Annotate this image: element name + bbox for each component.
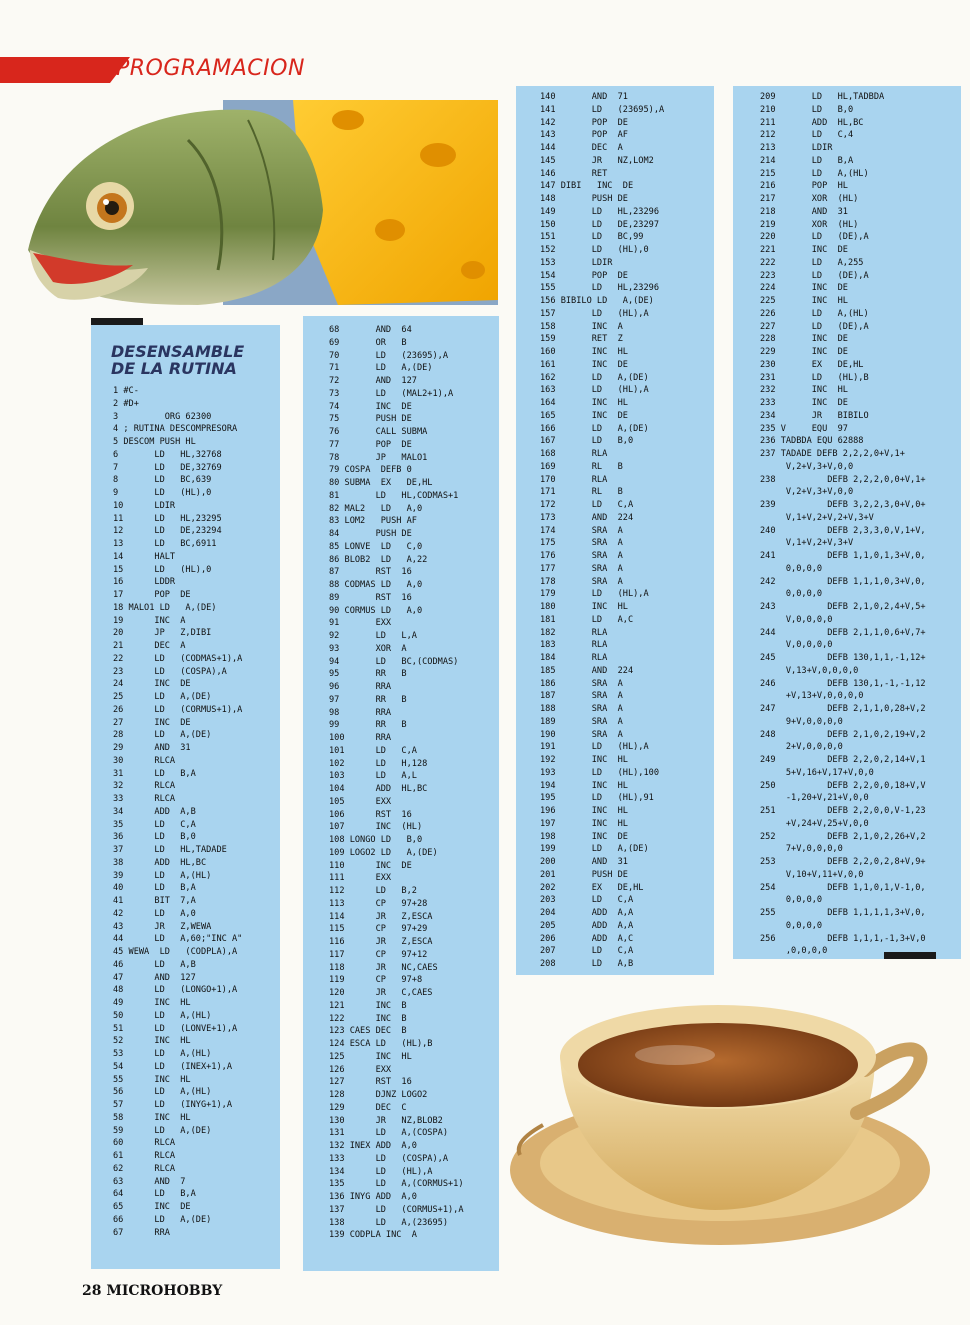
code-line: 161 INC DE [540, 359, 628, 370]
code-line: 248 DEFB 2,1,0,2,19+V,2 [760, 729, 926, 740]
code-line: 0,0,0,0 [760, 563, 823, 574]
code-line: 85 LONVE LD C,0 [329, 541, 423, 552]
code-line: 251 DEFB 2,2,0,0,V-1,23 [760, 806, 926, 816]
code-line: 210 LD B,0 [760, 104, 854, 115]
code-line: 114 JR Z,ESCA [329, 911, 433, 922]
code-line: 215 LD A,(HL) [760, 168, 869, 179]
code-line: 1 #C- [113, 386, 139, 396]
code-line: 42 LD A,0 [113, 908, 196, 919]
code-line: 177 SRA A [540, 563, 623, 574]
code-line: 217 XOR (HL) [760, 194, 859, 204]
code-line: 94 LD BC,(CODMAS) [329, 656, 459, 667]
code-line: 178 SRA A [540, 576, 623, 587]
listing-heading-line1: DESENSAMBLE [111, 342, 245, 361]
code-line: 175 SRA A [540, 538, 623, 549]
code-line: 88 CODMAS LD A,0 [329, 580, 423, 590]
code-line: 7 LD DE,32769 [113, 462, 222, 473]
code-line: 109 LOGO2 LD A,(DE) [329, 847, 438, 858]
code-line: 92 LD L,A [329, 631, 417, 641]
section-bar [0, 57, 110, 83]
code-line: 140 AND 71 [540, 92, 628, 102]
code-line: 219 XOR (HL) [760, 219, 859, 230]
code-line: 24 INC DE [113, 679, 191, 690]
code-line: 121 INC B [329, 1000, 407, 1011]
code-line: 182 RLA [540, 627, 608, 638]
code-line: 22 LD (CODMAS+1),A [113, 653, 243, 664]
code-line: 35 LD C,A [113, 819, 196, 830]
code-line: 57 LD (INYG+1),A [113, 1100, 232, 1110]
code-line: 119 CP 97+8 [329, 975, 423, 986]
code-line: 89 RST 16 [329, 592, 412, 603]
code-line: 17 POP DE [113, 590, 191, 600]
code-line: 195 LD (HL),91 [540, 793, 654, 804]
code-line: 91 EXX [329, 618, 392, 629]
code-line: 220 LD (DE),A [760, 232, 869, 243]
code-line: 156 BIBILO LD A,(DE) [540, 296, 654, 306]
code-line: 187 SRA A [540, 691, 623, 702]
code-line: -1,20+V,21+V,0,0 [760, 793, 869, 804]
code-line: 125 INC HL [329, 1051, 412, 1062]
code-line: 244 DEFB 2,1,1,0,6+V,7+ [760, 627, 926, 638]
code-line: 75 PUSH DE [329, 414, 412, 425]
code-line: 108 LONGO LD B,0 [329, 835, 423, 845]
code-line: 74 INC DE [329, 401, 412, 412]
code-line: 152 LD (HL),0 [540, 245, 649, 255]
code-line: 9 LD (HL),0 [113, 488, 212, 498]
code-line: 10 LDIR [113, 500, 176, 511]
listing-column-4 [733, 86, 961, 959]
code-line: V,10+V,11+V,0,0 [760, 869, 864, 880]
code-line: V,2+V,3+V,0,0 [760, 487, 854, 498]
code-line: 13 LD BC,6911 [113, 539, 217, 549]
code-line: 155 LD HL,23296 [540, 283, 659, 294]
code-line: 23 LD (COSPA),A [113, 666, 227, 677]
code-line: 163 LD (HL),A [540, 385, 649, 396]
code-line: 228 INC DE [760, 334, 848, 345]
code-line: 184 RLA [540, 653, 608, 663]
code-line: 190 SRA A [540, 729, 623, 740]
code-line: 231 LD (HL),B [760, 372, 869, 383]
code-line: 151 LD BC,99 [540, 232, 644, 243]
code-line: 102 LD H,128 [329, 758, 428, 769]
code-line: 117 CP 97+12 [329, 949, 428, 960]
code-line: 123 CAES DEC B [329, 1026, 407, 1037]
code-line: 36 LD B,0 [113, 832, 196, 843]
listing-heading-line2: DE LA RUTINA [111, 359, 237, 378]
code-line: 69 OR B [329, 337, 407, 348]
listing-column-1 [91, 325, 280, 1269]
code-line: 185 AND 224 [540, 665, 634, 676]
code-line: 40 LD B,A [113, 883, 196, 894]
code-line: 48 LD (LONGO+1),A [113, 985, 238, 996]
code-line: 216 POP HL [760, 181, 848, 192]
code-line: 66 LD A,(DE) [113, 1214, 212, 1225]
code-line: 201 PUSH DE [540, 869, 628, 880]
code-line: 81 LD HL,CODMAS+1 [329, 490, 459, 501]
code-line: 211 ADD HL,BC [760, 117, 864, 128]
code-line: 50 LD A,(HL) [113, 1010, 212, 1021]
code-line: 16 LDDR [113, 577, 176, 588]
code-line: 256 DEFB 1,1,1,-1,3+V,0 [760, 933, 926, 944]
code-line: 131 LD A,(COSPA) [329, 1128, 448, 1139]
code-line: 26 LD (CORMUS+1),A [113, 704, 243, 715]
code-line: 53 LD A,(HL) [113, 1049, 212, 1059]
code-line: 30 RLCA [113, 755, 176, 766]
code-line: 106 RST 16 [329, 809, 412, 820]
code-line: V,1+V,2+V,3+V [760, 538, 854, 549]
code-line: 8 LD BC,639 [113, 475, 212, 486]
code-line: 34 ADD A,B [113, 806, 196, 817]
code-line: 180 INC HL [540, 602, 628, 612]
code-line: 20 JP Z,DIBI [113, 628, 212, 639]
code-line: 56 LD A,(HL) [113, 1087, 212, 1098]
code-line: 80 SUBMA EX DE,HL [329, 478, 433, 488]
code-line: 122 INC B [329, 1013, 407, 1024]
code-line: 144 DEC A [540, 143, 623, 153]
code-line: 179 LD (HL),A [540, 589, 649, 600]
code-line: 95 RR B [329, 669, 407, 680]
code-line: 213 LDIR [760, 143, 833, 153]
code-line: +V,24+V,25+V,0,0 [760, 818, 869, 829]
code-line: 183 RLA [540, 640, 608, 651]
code-line: 225 INC HL [760, 296, 848, 306]
code-line: 130 JR NZ,BLOB2 [329, 1115, 443, 1126]
code-line: ,0,0,0,0 [760, 946, 828, 957]
code-line: 238 DEFB 2,2,2,0,0+V,1+ [760, 474, 926, 485]
code-line: 58 INC HL [113, 1112, 191, 1123]
code-line: 93 XOR A [329, 643, 407, 654]
code-line: 82 MAL2 LD A,0 [329, 503, 423, 514]
code-line: 147 DIBI INC DE [540, 181, 634, 192]
code-line: 226 LD A,(HL) [760, 308, 869, 319]
code-line: 207 LD C,A [540, 946, 634, 957]
code-line: 38 ADD HL,BC [113, 857, 207, 868]
code-line: 229 INC DE [760, 347, 848, 357]
code-line: 236 TADBDA EQU 62888 [760, 436, 864, 447]
code-line: 14 HALT [113, 551, 176, 562]
code-line: 52 INC HL [113, 1036, 191, 1047]
code-line: 60 RLCA [113, 1138, 176, 1149]
code-line: 255 DEFB 1,1,1,1,3+V,0, [760, 908, 926, 918]
code-line: 253 DEFB 2,2,0,2,8+V,9+ [760, 857, 926, 867]
code-line: 67 RRA [113, 1227, 170, 1238]
code-line: 243 DEFB 2,1,0,2,4+V,5+ [760, 602, 926, 612]
code-line: 99 RR B [329, 720, 407, 731]
code-line: 176 SRA A [540, 551, 623, 561]
code-line: 111 EXX [329, 873, 392, 884]
tea-cup-illustration [505, 985, 940, 1250]
code-line: 54 LD (INEX+1),A [113, 1061, 232, 1072]
code-line: 115 CP 97+29 [329, 924, 428, 935]
code-line: 197 INC HL [540, 818, 628, 829]
code-line: 136 INYG ADD A,0 [329, 1192, 417, 1202]
code-line: 126 EXX [329, 1064, 392, 1075]
code-line: 158 INC A [540, 321, 623, 332]
code-line: 164 INC HL [540, 398, 628, 408]
code-line: 240 DEFB 2,3,3,0,V,1+V, [760, 525, 926, 536]
code-line: 65 INC DE [113, 1202, 191, 1212]
code-line: 103 LD A,L [329, 771, 417, 782]
code-line: 104 ADD HL,BC [329, 784, 428, 794]
section-title: PROGRAMACION [116, 56, 305, 81]
code-line: 79 COSPA DEFB 0 [329, 465, 412, 476]
code-line: V,2+V,3+V,0,0 [760, 461, 854, 472]
code-line: 230 EX DE,HL [760, 359, 864, 370]
code-line: 189 SRA A [540, 716, 623, 727]
code-line: 223 LD (DE),A [760, 270, 869, 281]
code-line: 242 DEFB 1,1,1,0,3+V,0, [760, 576, 926, 587]
code-line: 186 SRA A [540, 678, 623, 689]
code-line: 214 LD B,A [760, 155, 854, 166]
column-tab [91, 318, 143, 325]
code-line: V,13+V,0,0,0,0 [760, 665, 859, 676]
code-line: 73 LD (MAL2+1),A [329, 388, 454, 399]
code-line: 105 EXX [329, 796, 392, 807]
code-line: 233 INC DE [760, 398, 848, 408]
fish-cheese-illustration [18, 100, 498, 315]
code-line: 2+V,0,0,0,0 [760, 742, 843, 753]
code-line: 133 LD (COSPA),A [329, 1153, 448, 1164]
code-line: 150 LD DE,23297 [540, 219, 659, 230]
code-line: 28 LD A,(DE) [113, 730, 212, 741]
code-line: 51 LD (LONVE+1),A [113, 1023, 238, 1034]
code-line: 96 RRA [329, 682, 392, 692]
code-line: 127 RST 16 [329, 1077, 412, 1088]
code-line: 241 DEFB 1,1,0,1,3+V,0, [760, 551, 926, 561]
code-line: 4 ; RUTINA DESCOMPRESORA [113, 424, 238, 435]
code-line: 191 LD (HL),A [540, 742, 649, 753]
code-line: 25 LD A,(DE) [113, 692, 212, 702]
code-line: 235 V EQU 97 [760, 423, 848, 434]
code-line: 46 LD A,B [113, 959, 196, 970]
listing-column-3 [516, 86, 714, 975]
code-line: 203 LD C,A [540, 895, 634, 906]
code-line: 137 LD (CORMUS+1),A [329, 1204, 464, 1215]
code-line: 44 LD A,60;"INC A" [113, 934, 243, 945]
code-line: 141 LD (23695),A [540, 104, 665, 115]
code-line: 61 RLCA [113, 1151, 176, 1161]
code-line: 12 LD DE,23294 [113, 526, 222, 537]
code-line: 153 LDIR [540, 257, 613, 268]
code-line: 245 DEFB 130,1,1,-1,12+ [760, 653, 926, 663]
code-line: 9+V,0,0,0,0 [760, 716, 843, 727]
code-line: 198 INC DE [540, 831, 628, 842]
code-line: 55 INC HL [113, 1074, 191, 1085]
page-footer: 28 MICROHOBBY [82, 1283, 223, 1299]
code-line: 205 ADD A,A [540, 920, 634, 931]
code-line: 139 CODPLA INC A [329, 1230, 417, 1241]
code-line: 101 LD C,A [329, 745, 417, 756]
code-line: 2 #D+ [113, 398, 139, 409]
code-line: 221 INC DE [760, 245, 848, 255]
code-line: 41 BIT 7,A [113, 896, 196, 906]
code-line: 149 LD HL,23296 [540, 206, 659, 217]
code-line: 193 LD (HL),100 [540, 767, 659, 778]
column-tab [884, 952, 936, 959]
code-line: 174 SRA A [540, 525, 623, 536]
code-line: 47 AND 127 [113, 972, 196, 983]
code-line: 234 JR BIBILO [760, 410, 869, 421]
code-line: 113 CP 97+28 [329, 898, 428, 909]
code-line: 0,0,0,0 [760, 895, 823, 906]
code-line: 208 LD A,B [540, 959, 634, 969]
code-line: 138 LD A,(23695) [329, 1217, 448, 1228]
code-line: 64 LD B,A [113, 1189, 196, 1200]
code-line: 206 ADD A,C [540, 933, 634, 944]
code-line: 142 POP DE [540, 117, 628, 128]
code-line: 0,0,0,0 [760, 589, 823, 600]
code-line: 252 DEFB 2,1,0,2,26+V,2 [760, 831, 926, 842]
code-line: 63 AND 7 [113, 1176, 186, 1187]
code-line: 204 ADD A,A [540, 908, 634, 918]
code-line: 71 LD A,(DE) [329, 363, 433, 374]
code-line: 181 LD A,C [540, 614, 634, 625]
code-line: 212 LD C,4 [760, 130, 854, 141]
code-line: 128 DJNZ LOGO2 [329, 1090, 428, 1100]
code-line: 72 AND 127 [329, 376, 417, 386]
code-line: 237 TADADE DEFB 2,2,2,0+V,1+ [760, 449, 905, 459]
code-line: 166 LD A,(DE) [540, 423, 649, 434]
code-line: 84 PUSH DE [329, 529, 412, 539]
code-line: 83 LOM2 PUSH AF [329, 516, 417, 527]
code-line: 143 POP AF [540, 130, 628, 141]
code-line: 224 INC DE [760, 283, 848, 294]
code-line: 5+V,16+V,17+V,0,0 [760, 767, 874, 778]
code-line: 170 RLA [540, 474, 608, 485]
code-line: 32 RLCA [113, 781, 176, 792]
code-line: 76 CALL SUBMA [329, 427, 428, 437]
code-line: 100 RRA [329, 733, 392, 743]
code-line: 157 LD (HL),A [540, 308, 649, 319]
code-line: 167 LD B,0 [540, 436, 634, 447]
code-line: 107 INC (HL) [329, 822, 423, 833]
code-line: 87 RST 16 [329, 567, 412, 578]
code-line: 250 DEFB 2,2,0,0,18+V,V [760, 780, 926, 791]
code-line: 15 LD (HL),0 [113, 564, 212, 575]
code-line: 39 LD A,(HL) [113, 870, 212, 881]
code-line: 172 LD C,A [540, 500, 634, 510]
code-line: 5 DESCOM PUSH HL [113, 437, 196, 447]
code-line: 11 LD HL,23295 [113, 513, 222, 524]
code-line: 173 AND 224 [540, 512, 634, 523]
code-line: 62 RLCA [113, 1163, 176, 1174]
code-line: 146 RET [540, 168, 608, 179]
code-line: 37 LD HL,TADADE [113, 845, 227, 855]
code-line: 112 LD B,2 [329, 886, 417, 896]
listing-column-2 [303, 316, 499, 1271]
code-line: 135 LD A,(CORMUS+1) [329, 1179, 464, 1190]
code-line: 21 DEC A [113, 641, 186, 651]
code-line: 254 DEFB 1,1,0,1,V-1,0, [760, 882, 926, 893]
code-line: 165 INC DE [540, 410, 628, 421]
code-line: 194 INC HL [540, 780, 628, 791]
code-line: 29 AND 31 [113, 743, 191, 753]
code-line: 247 DEFB 2,1,1,0,28+V,2 [760, 704, 926, 714]
code-line: V,0,0,0,0 [760, 614, 833, 625]
code-line: 7+V,0,0,0,0 [760, 844, 843, 855]
code-line: 239 DEFB 3,2,2,3,0+V,0+ [760, 500, 926, 510]
code-line: 59 LD A,(DE) [113, 1125, 212, 1136]
code-line: 19 INC A [113, 615, 186, 626]
code-line: 192 INC HL [540, 755, 628, 765]
code-line: 162 LD A,(DE) [540, 372, 649, 383]
code-line: 199 LD A,(DE) [540, 844, 649, 855]
code-line: 129 DEC C [329, 1102, 407, 1113]
code-line: 3 ORG 62300 [113, 411, 212, 422]
code-line: 0,0,0,0 [760, 920, 823, 931]
code-line: 116 JR Z,ESCA [329, 937, 433, 947]
code-line: 49 INC HL [113, 998, 191, 1008]
code-line: 232 INC HL [760, 385, 848, 396]
code-line: 31 LD B,A [113, 768, 196, 779]
code-line: 97 RR B [329, 694, 407, 705]
code-line: 196 INC HL [540, 806, 628, 816]
code-line: 6 LD HL,32768 [113, 449, 222, 460]
code-line: 159 RET Z [540, 334, 623, 345]
code-line: 70 LD (23695),A [329, 350, 448, 361]
code-line: 154 POP DE [540, 270, 628, 281]
code-line: 132 INEX ADD A,0 [329, 1141, 417, 1151]
code-line: 246 DEFB 130,1,-1,-1,12 [760, 678, 926, 689]
code-line: 200 AND 31 [540, 857, 628, 867]
code-line: 78 JP MALO1 [329, 452, 428, 463]
code-line: 45 WEWA LD (CODPLA),A [113, 947, 238, 957]
code-line: 169 RL B [540, 461, 623, 472]
code-line: 27 INC DE [113, 717, 191, 728]
code-line: 68 AND 64 [329, 325, 412, 335]
code-line: 227 LD (DE),A [760, 321, 869, 332]
code-line: 202 EX DE,HL [540, 882, 644, 893]
code-line: 160 INC HL [540, 347, 628, 357]
code-line: 188 SRA A [540, 704, 623, 714]
code-line: 90 CORMUS LD A,0 [329, 605, 423, 616]
code-line: 148 PUSH DE [540, 194, 628, 204]
code-line: 209 LD HL,TADBDA [760, 92, 885, 102]
code-line: V,1+V,2+V,2+V,3+V [760, 512, 874, 523]
listing-heading [111, 343, 244, 377]
code-line: 218 AND 31 [760, 206, 848, 217]
code-line: 18 MALO1 LD A,(DE) [113, 602, 217, 613]
code-line: 124 ESCA LD (HL),B [329, 1039, 433, 1049]
code-line: 134 LD (HL),A [329, 1166, 433, 1177]
code-line: 249 DEFB 2,2,0,2,14+V,1 [760, 755, 926, 765]
code-line: V,0,0,0,0 [760, 640, 833, 651]
code-line: 98 RRA [329, 707, 392, 718]
code-line: 110 INC DE [329, 860, 412, 871]
code-line: 43 JR Z,WEWA [113, 921, 212, 932]
code-line: +V,13+V,0,0,0,0 [760, 691, 864, 702]
code-line: 120 JR C,CAES [329, 988, 433, 998]
code-line: 145 JR NZ,LOM2 [540, 155, 654, 166]
code-line: 77 POP DE [329, 439, 412, 450]
code-line: 222 LD A,255 [760, 257, 864, 268]
code-line: 86 BLOB2 LD A,22 [329, 554, 428, 565]
code-line: 171 RL B [540, 487, 623, 498]
code-line: 118 JR NC,CAES [329, 962, 438, 973]
code-line: 168 RLA [540, 449, 608, 459]
code-line: 33 RLCA [113, 794, 176, 804]
